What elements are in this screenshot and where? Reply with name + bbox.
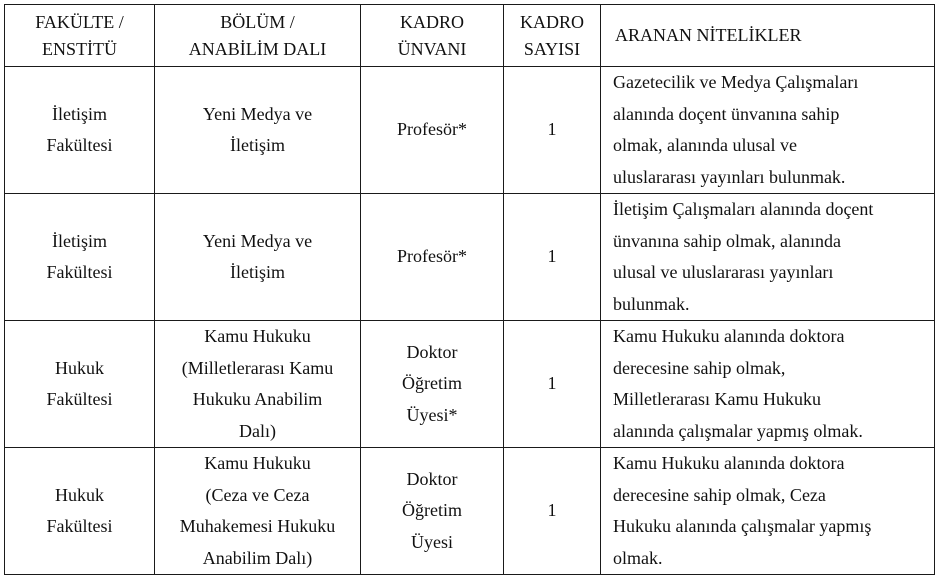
header-faculty: FAKÜLTE / ENSTİTÜ: [5, 5, 155, 67]
cell-title: Doktor Öğretim Üyesi*: [361, 321, 504, 448]
header-count: KADRO SAYISI: [504, 5, 601, 67]
cell-qualifications: Kamu Hukuku alanında doktora derecesine sahip olmak, Milletlerarası Kamu Hukuku alanında çalışmalar yapmış olmak.: [601, 321, 935, 448]
header-title: KADRO ÜNVANI: [361, 5, 504, 67]
cell-department: Kamu Hukuku (Ceza ve Ceza Muhakemesi Hukuku Anabilim Dalı): [155, 448, 361, 575]
cell-qualifications: Gazetecilik ve Medya Çalışmaları alanında doçent ünvanına sahip olmak, alanında ulusal ve uluslararası yayınları bulunmak.: [601, 67, 935, 194]
cell-title: Profesör*: [361, 67, 504, 194]
cell-count: 1: [504, 194, 601, 321]
cell-title: Doktor Öğretim Üyesi: [361, 448, 504, 575]
cell-count: 1: [504, 67, 601, 194]
cell-faculty: İletişim Fakültesi: [5, 194, 155, 321]
cell-faculty: Hukuk Fakültesi: [5, 321, 155, 448]
cell-department: Yeni Medya ve İletişim: [155, 67, 361, 194]
cell-faculty: İletişim Fakültesi: [5, 67, 155, 194]
table-row: [5, 321, 935, 448]
table-row: [5, 67, 935, 194]
table-row: [5, 194, 935, 321]
table-header-row: [5, 5, 935, 67]
cell-faculty: Hukuk Fakültesi: [5, 448, 155, 575]
header-department: BÖLÜM / ANABİLİM DALI: [155, 5, 361, 67]
cell-department: Kamu Hukuku (Milletlerarası Kamu Hukuku Anabilim Dalı): [155, 321, 361, 448]
cell-qualifications: İletişim Çalışmaları alanında doçent ünvanına sahip olmak, alanında ulusal ve uluslararası yayınları bulunmak.: [601, 194, 935, 321]
table-row: [5, 448, 935, 575]
cell-title: Profesör*: [361, 194, 504, 321]
cell-department: Yeni Medya ve İletişim: [155, 194, 361, 321]
cell-count: 1: [504, 321, 601, 448]
cell-count: 1: [504, 448, 601, 575]
cell-qualifications: Kamu Hukuku alanında doktora derecesine sahip olmak, Ceza Hukuku alanında çalışmalar yapmış olmak.: [601, 448, 935, 575]
staff-positions-table: [4, 4, 935, 575]
header-qualifications: ARANAN NİTELİKLER: [601, 5, 935, 67]
